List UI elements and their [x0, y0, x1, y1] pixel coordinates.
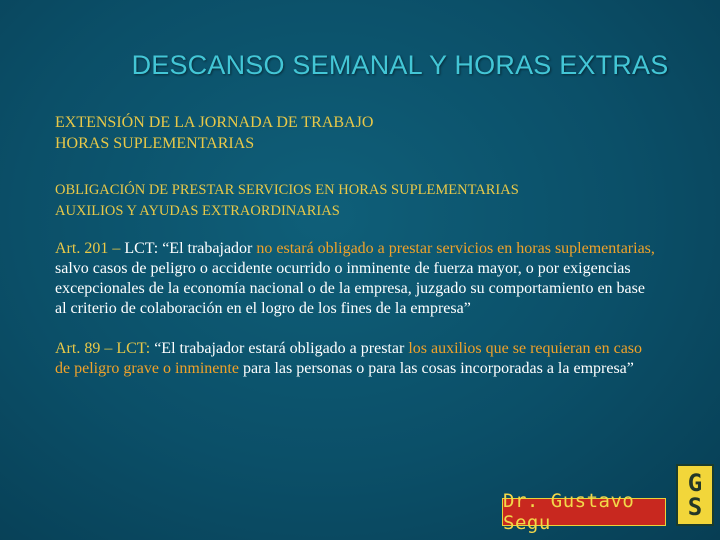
author-logo: [502, 490, 666, 534]
article-89-label: Art. 89 – LCT:: [55, 340, 151, 357]
author-logo-text: Dr. Gustavo Segu: [503, 490, 635, 534]
heading-overtime: HORAS SUPLEMENTARIAS: [55, 135, 255, 152]
article-89-text-start: “El trabajador estará obligado a prestar: [150, 340, 409, 357]
article-89-paragraph: [55, 339, 655, 379]
article-201-text-end: salvo casos de peligro o accidente ocurrido o inminente de fuerza mayor, o por exigencias excepcionales de la economía nacional o de la empresa, juzgado su comportamiento en base al criterio de colaboración en el logro de los fines de la empresa”: [55, 260, 645, 317]
slide-content: [55, 112, 655, 379]
article-201-paragraph: [55, 239, 655, 319]
article-201-text-start: LCT: “El trabajador: [120, 240, 257, 257]
slide-title: DESCANSO SEMANAL Y HORAS EXTRAS: [131, 50, 669, 80]
article-89-text-end: para las personas o para las cosas incorporadas a la empresa”: [238, 360, 634, 377]
article-89-highlight: los auxilios que se requieran en caso de peligro grave o inminente: [55, 340, 643, 377]
subheading-aid: AUXILIOS Y AYUDAS EXTRAORDINARIAS: [55, 203, 340, 219]
heading-extension: EXTENSIÓN DE LA JORNADA DE TRABAJO: [55, 114, 374, 131]
monogram-letter-top: G: [687, 469, 703, 497]
monogram-letter-bottom: S: [687, 493, 703, 521]
subheading-obligation: OBLIGACIÓN DE PRESTAR SERVICIOS EN HORAS SUPLEMENTARIAS: [55, 182, 519, 198]
gs-monogram-logo: [676, 464, 714, 526]
article-201-label: Art. 201 –: [55, 240, 121, 257]
article-201-highlight: no estará obligado a prestar servicios en horas suplementarias,: [256, 240, 655, 257]
